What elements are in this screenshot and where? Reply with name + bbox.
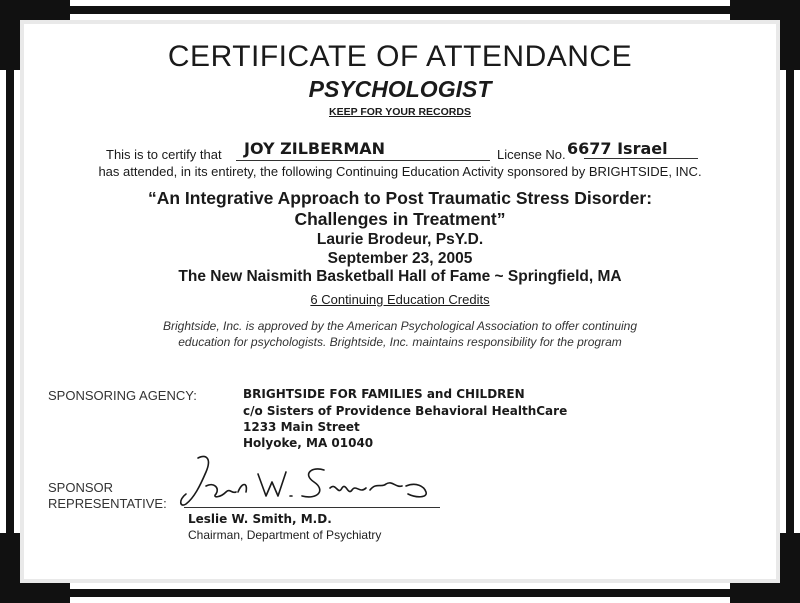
agency-line: BRIGHTSIDE FOR FAMILIES and CHILDREN <box>243 387 525 401</box>
license-number: 6677 Israel <box>567 139 668 158</box>
signature-line <box>184 507 440 508</box>
signatory-title: Chairman, Department of Psychiatry <box>188 528 382 542</box>
attended-text: has attended, in its entirety, the following Continuing Education Activity sponsored by BRIGHTSIDE, INC. <box>98 164 702 179</box>
attendee-name: JOY ZILBERMAN <box>244 139 386 158</box>
program-title-line2: Challenges in Treatment” <box>294 209 506 229</box>
approval-line2: education for psychologists. Brightside, Inc. maintains responsibility for the program <box>178 335 622 349</box>
agency-line: Holyoke, MA 01040 <box>243 436 374 450</box>
license-underline <box>584 158 698 159</box>
sponsor-rep-label-line2: REPRESENTATIVE: <box>48 496 167 511</box>
credits: 6 Continuing Education Credits <box>310 292 490 307</box>
approval-statement <box>0 318 800 350</box>
signature <box>176 452 446 512</box>
frame-border-bottom <box>62 589 742 597</box>
event-date: September 23, 2005 <box>327 250 473 267</box>
approval-line1: Brightside, Inc. is approved by the American Psychological Association to offer continuing <box>162 319 638 333</box>
attendee-name-underline <box>236 160 490 161</box>
sponsor-rep-label-line1: SPONSOR <box>48 480 114 495</box>
speaker: Laurie Brodeur, PsY.D. <box>316 231 484 248</box>
frame-border-top <box>62 6 742 14</box>
certify-text: This is to certify that <box>106 147 222 162</box>
signatory-name: Leslie W. Smith, M.D. <box>188 512 332 526</box>
agency-line: 1233 Main Street <box>243 420 360 434</box>
venue: The New Naismith Basketball Hall of Fame ~ Springfield, MA <box>178 268 622 285</box>
keep-note: KEEP FOR YOUR RECORDS <box>329 106 471 118</box>
certificate-subtitle: PSYCHOLOGIST <box>308 76 492 102</box>
sponsoring-agency-label: SPONSORING AGENCY: <box>48 388 197 403</box>
certificate-title: CERTIFICATE OF ATTENDANCE <box>167 40 633 73</box>
program-title-line1: “An Integrative Approach to Post Traumatic Stress Disorder: <box>147 188 653 208</box>
agency-line: c/o Sisters of Providence Behavioral HealthCare <box>243 404 568 418</box>
license-label: License No. <box>497 147 566 162</box>
